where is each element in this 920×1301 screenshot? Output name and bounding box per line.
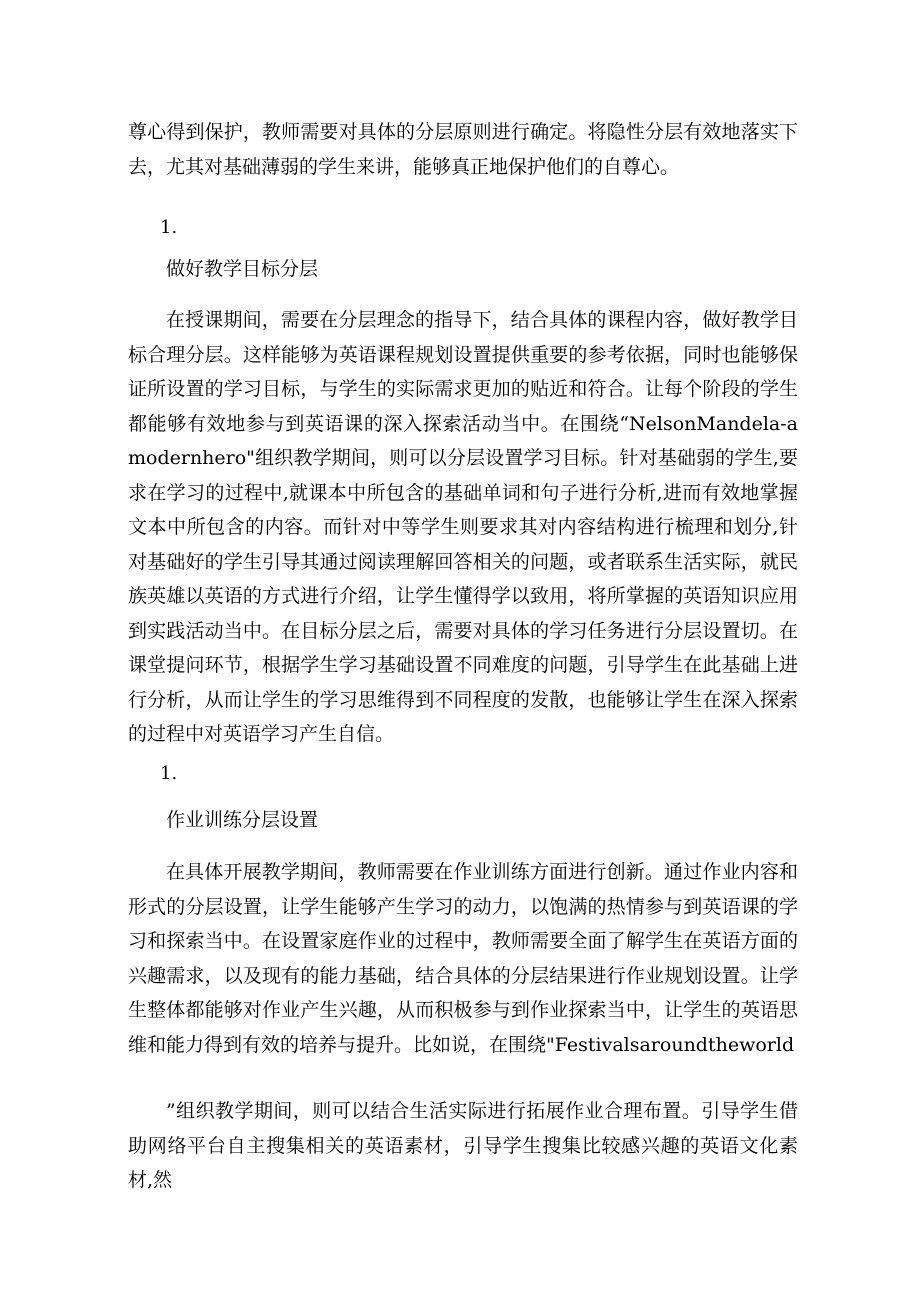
- intro-paragraph: 尊心得到保护，教师需要对具体的分层原则进行确定。将隐性分层有效地落实下去，尤其对基础薄弱的学生来讲，能够真正地保护他们的自尊心。: [128, 121, 798, 178]
- section-2-number: 1.: [160, 763, 178, 784]
- section-1-heading: 做好教学目标分层: [166, 258, 319, 280]
- section-2-body-continued: ”组织教学期间，则可以结合生活实际进行拓展作业合理布置。引导学生借助网络平台自主搜集相关的英语素材，引导学生搜集比较感兴趣的英语文化素材,然: [128, 1100, 798, 1191]
- section-2-heading: 作业训练分层设置: [166, 809, 319, 831]
- section-1-body: 在授课期间，需要在分层理念的指导下，结合具体的课程内容，做好教学目标合理分层。这样能够为英语课程规划设置提供重要的参考依据，同时也能够保证所设置的学习目标，与学生的实际需求更加的贴近和符合。让每个阶段的学生都能够有效地参与到英语课的深入探索活动当中。在围绕“NelsonMandela-amodernhero"组织教学期间，则可以分层设置学习目标。针对基础弱的学生,要求在学习的过程中,就课本中所包含的基础单词和句子进行分析,进而有效地掌握文本中所包含的内容。而针对中等学生则要求其对内容结构进行梳理和划分,针对基础好的学生引导其通过阅读理解回答相关的问题，或者联系生活实际，就民族英雄以英语的方式进行介绍，让学生懂得学以致用，将所掌握的英语知识应用到实践活动当中。在目标分层之后，需要对具体的学习任务进行分层设置切。在课堂提问环节，根据学生学习基础设置不同难度的问题，引导学生在此基础上进行分析，从而让学生的学习思维得到不同程度的发散，也能够让学生在深入探索的过程中对英语学习产生自信。: [128, 309, 798, 745]
- section-1-number: 1.: [160, 217, 178, 238]
- section-2-body: 在具体开展教学期间，教师需要在作业训练方面进行创新。通过作业内容和形式的分层设置，让学生能够产生学习的动力，以饱满的热情参与到英语课的学习和探索当中。在设置家庭作业的过程中，教师需要全面了解学生在英语方面的兴趣需求，以及现有的能力基础，结合具体的分层结果进行作业规划设置。让学生整体都能够对作业产生兴趣，从而积极参与到作业探索当中，让学生的英语思维和能力得到有效的培养与提升。比如说，在围绕"Festivalsaroundtheworld: [128, 861, 798, 1056]
